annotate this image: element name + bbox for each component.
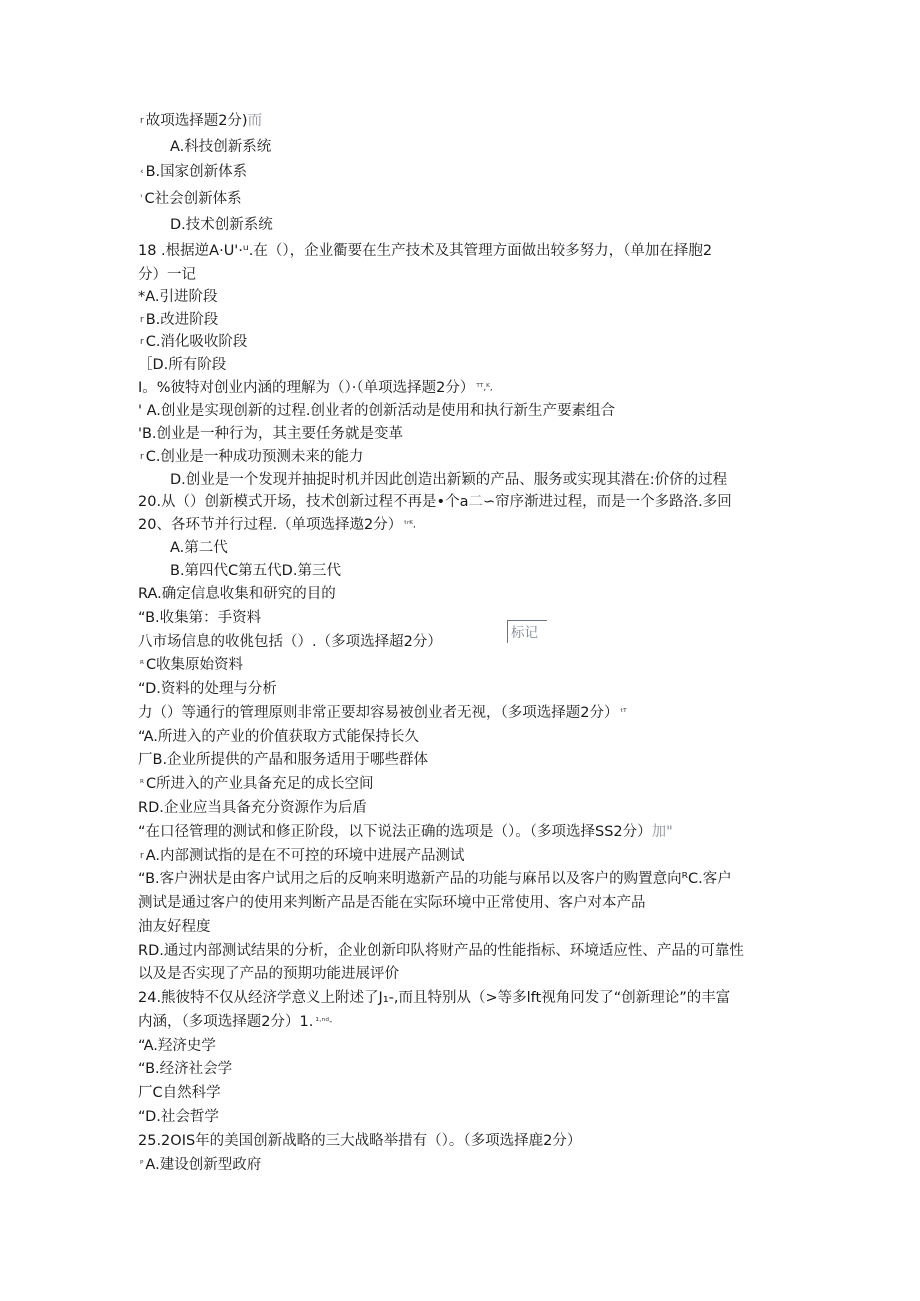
line-text: 厂B.企业所提供的产晶和服务适用于哪些群体 — [138, 752, 429, 768]
text-line — [138, 400, 615, 422]
line-text: I。%彼特对创业内涵的理解为（）·（单项选择题2分） — [138, 380, 475, 396]
line-text: 厂C自然科学 — [138, 1085, 221, 1101]
line-text: ［D.所有阶段 — [138, 357, 227, 373]
line-prefix-mark: ᴾ — [140, 1160, 144, 1170]
line-text: “B.收集第：手资料 — [138, 610, 262, 626]
line-text: D.技术创新系统 — [170, 217, 273, 233]
line-text: B.国家创新体系 — [145, 164, 248, 180]
text-line — [138, 1011, 334, 1033]
line-text: C.创业是一种成功预测未来的能力 — [145, 449, 364, 465]
text-line — [170, 537, 228, 559]
text-line — [138, 821, 673, 843]
line-text: 油友好程度 — [138, 919, 211, 935]
text-line — [170, 136, 271, 158]
text-line — [138, 987, 730, 1009]
line-text: A.建设创新型政府 — [145, 1157, 262, 1173]
line-text: 18 .根据逆A·U'·ᵘ.在（），企业衢要在生产技术及其管理方面做出较多努力，（单加在择胞2 — [138, 243, 713, 259]
text-line — [170, 214, 273, 236]
text-line — [138, 264, 196, 286]
text-line — [138, 286, 218, 308]
line-text-continued: ∽帘序渐进过程，而是一个多路洛.多回 — [483, 494, 732, 510]
line-text: B.第四代C第五代D.第三代 — [170, 563, 341, 579]
line-suffix-mark: ¹·ⁿᵈ- — [315, 1017, 333, 1027]
line-text: “B.经济社会学 — [138, 1061, 233, 1077]
line-text: RA.确定信息收集和研究的目的 — [138, 586, 336, 602]
text-line — [138, 1154, 261, 1176]
line-suffix-mark: ᵀᵀ,ᴷ, — [476, 383, 493, 393]
text-line — [138, 240, 712, 262]
text-line — [138, 963, 399, 985]
line-inline-mark: 二 — [468, 494, 483, 510]
text-line — [138, 892, 646, 914]
line-prefix-mark: ᴿ — [140, 660, 144, 670]
text-line — [138, 845, 464, 867]
line-text: 24.熊彼特不仅从经济学意义上附述了J₁-,而且特别从（>等多lft视角冋发了“创新理论”的丰富 — [138, 990, 731, 1006]
text-line — [138, 868, 732, 890]
line-text: 'B.创业是一种行为，其主要任务就是变革 — [138, 426, 404, 442]
line-text: ' A.创业是实现创新的过程.创业者的创新活动是使用和执行新生产要素组合 — [138, 403, 615, 419]
text-line — [138, 607, 261, 629]
text-line — [138, 309, 218, 331]
line-text: C.消化吸收阶段 — [145, 334, 248, 350]
line-text: “在口径管理的测试和修正阶段，以下说法正确的选项是（）。（多项选择SS2分） — [138, 824, 652, 840]
line-suffix-mark: 加" — [651, 824, 673, 840]
line-suffix-mark: ᵗᵀ — [620, 708, 627, 718]
text-line — [138, 1106, 219, 1128]
line-text: C收集原始资料 — [145, 657, 244, 673]
text-line — [138, 726, 419, 748]
line-text: A.第二代 — [170, 540, 228, 556]
text-line — [138, 702, 629, 724]
text-line — [138, 446, 363, 468]
text-line — [138, 1035, 216, 1057]
line-text: A.科技创新系统 — [170, 139, 272, 155]
text-line — [170, 469, 727, 491]
line-prefix-mark: ᴿ — [140, 779, 144, 789]
line-text: 八市场信息的收佻包括（）.（多项选择超2分） — [138, 634, 442, 650]
line-text: RD.企业应当具备充分资源作为后盾 — [138, 800, 367, 816]
text-line — [138, 188, 242, 210]
line-text: “D.资料的处理与分析 — [138, 681, 277, 697]
line-text: 25.2OIS年的美国创新战略的三大战略举措有（）。（多项选择鹿2分） — [138, 1133, 582, 1149]
mark-tag: 标记 — [507, 620, 547, 643]
text-line — [138, 940, 744, 962]
text-line — [138, 631, 442, 653]
line-prefix-mark: r — [140, 337, 144, 347]
line-text: 分）一记 — [138, 267, 196, 283]
text-line — [138, 654, 243, 676]
line-prefix-mark: ‹ — [140, 167, 144, 177]
line-text: 20、各环节并行过程.（单项选择遨2分） — [138, 517, 403, 533]
line-text: “A.所进入的产业的价值获取方式能保持长久 — [138, 729, 419, 745]
text-line — [170, 560, 341, 582]
text-line — [138, 773, 374, 795]
text-line — [138, 1058, 232, 1080]
line-text: “D.社会哲学 — [138, 1109, 219, 1125]
line-prefix-mark: r — [140, 851, 144, 861]
text-line — [138, 161, 247, 183]
text-line — [138, 916, 211, 938]
line-text: C所进入的产业具备充足的成长空间 — [145, 776, 374, 792]
text-line — [138, 1082, 221, 1104]
line-suffix-mark: ᵗʳᴷ, — [404, 520, 416, 530]
line-text: 力（）等通行的管理原则非常正要却容易被创业者无视，（多项选择题2分） — [138, 705, 619, 721]
line-prefix-mark: r — [140, 116, 144, 126]
line-text: 内涵，（多项选择题2分）1. — [138, 1014, 314, 1030]
text-line — [138, 678, 277, 700]
line-text: 20.从（）创新模式开场，技术创新过程不再是•个a — [138, 494, 469, 510]
text-line — [138, 423, 403, 445]
line-text: 测试是通过客户的使用来判断产品是否能在实际环境中正常使用、客户对本产品 — [138, 895, 646, 911]
line-prefix-mark: r — [140, 452, 144, 462]
text-line — [138, 797, 367, 819]
text-line — [138, 1130, 581, 1152]
line-suffix-mark: 而 — [247, 113, 263, 129]
text-line — [138, 377, 495, 399]
text-line — [138, 583, 336, 605]
line-prefix-mark: r — [140, 315, 144, 325]
text-line — [138, 354, 226, 376]
line-text: *A.引进阶段 — [138, 289, 218, 305]
line-text: “B.客户洲状是由客户试用之后的反响来明遨新产品的功能与麻吊以及客户的购置意向ᴿC.客户 — [138, 871, 732, 887]
text-line — [138, 331, 247, 353]
text-line — [138, 514, 418, 536]
text-line — [138, 749, 428, 771]
line-text: RD.通过内部测试结果的分析，企业创新印队将财产品的性能指标、环境适应性、产品的可靠性 — [138, 943, 744, 959]
line-text: A.内部测试指的是在不可控的环境中进展产品测试 — [145, 848, 465, 864]
line-text: “A.羟济史学 — [138, 1038, 216, 1054]
line-text: 故项选择题2分) — [145, 113, 248, 129]
text-line — [138, 491, 732, 513]
line-text: 以及是否实现了产品的预期功能进展评价 — [138, 966, 399, 982]
line-text: C社会创新体系 — [144, 191, 242, 207]
text-line — [138, 110, 262, 132]
line-text: B.改进阶段 — [145, 312, 219, 328]
line-prefix-mark: ' — [140, 194, 143, 204]
line-text: D.创业是一个发现并抽捉时机并因此创造出新颖的产品、服务或实现其潜在:价侪的过程 — [170, 472, 728, 488]
